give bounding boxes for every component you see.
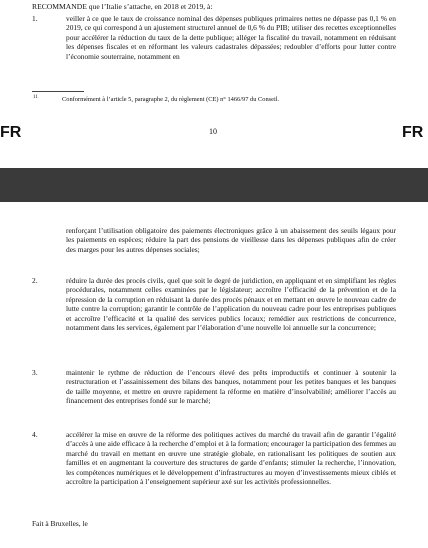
language-code-right: FR <box>402 124 424 141</box>
item-text-3: maintenir le rythme de réduction de l’encours élevé des prêts improductifs et continuer à soutenir la restructuration et l’assainissement des bilans des banques, notamment pour les petites banques et les banques de taille moyenne, et mettre en œuvre rapidement la réforme en matière d’insolvabilité; améliorer l’accès au financement des entreprises fondé sur le marché; <box>66 368 396 406</box>
page-break-band <box>0 168 428 202</box>
footnote-text: Conformément à l’article 5, paragraphe 2, du règlement (CE) n° 1466/97 du Conseil. <box>62 96 280 103</box>
recommendation-heading: RECOMMANDE que l’Italie s’attache, en 2018 et 2019, à: <box>32 2 213 11</box>
page-top <box>0 0 428 168</box>
footnote-number: 11 <box>33 95 38 100</box>
item-number-4: 4. <box>32 430 38 439</box>
item-number-3: 3. <box>32 368 38 377</box>
item-text-1-continued: renforçant l’utilisation obligatoire des paiements électroniques grâce à un abaissement des seuils légaux pour les paiements en espèces; réduire la part des pensions de vieillesse dans les dépenses publiques afin de créer des marges pour les autres dépenses sociales; <box>66 226 396 254</box>
item-number-2: 2. <box>32 276 38 285</box>
item-number-1: 1. <box>32 14 38 23</box>
footnote-separator <box>32 91 84 92</box>
page-bottom <box>0 202 428 548</box>
item-text-2: réduire la durée des procès civils, quel que soit le degré de juridiction, en appliquant et en simplifiant les règles procédurales, notamment celles examinées par le législateur; accroître l’efficacité de la prévention et de la répression de la corruption en réduisant la durée des procès pénaux et en mettant en œuvre le nouveau cadre de lutte contre la corruption; garantir le contrôle de l’application du nouveau cadre pour les entreprises publiques et accroître l’efficacité et la qualité des services publics locaux; remédier aux restrictions de concurrence, notamment dans les services, également par l’élaboration d’une nouvelle loi annuelle sur la concurrence; <box>66 276 396 333</box>
item-text-4: accélérer la mise en œuvre de la réforme des politiques actives du marché du travail afin de garantir l’égalité d’accès à une aide efficace à la recherche d’emploi et à la formation; encourager la participation des femmes au marché du travail en mettant en œuvre une stratégie globale, en rationalisant les politiques de soutien aux familles et en augmentant la couverture des structures de garde d’enfants; stimuler la recherche, l’innovation, les compétences numériques et le développement d’infrastructures au moyen d’investissements mieux ciblés et accroître la participation à l’enseignement supérieur axé sur les activités professionnelles. <box>66 430 396 487</box>
closing-line: Fait à Bruxelles, le <box>32 519 88 528</box>
language-code-left: FR <box>0 124 22 141</box>
item-text-1: veiller à ce que le taux de croissance nominal des dépenses publiques primaires nettes ne dépasse pas 0,1 % en 2019, ce qui correspond à un ajustement structurel annuel de 0,6 % du PIB; utiliser des recettes exceptionnelles pour accélérer la réduction du taux de la dette publique; alléger la fiscalité du travail, notamment en réduisant les dépenses fiscales et en réformant les valeurs cadastrales dépassées; redoubler d’efforts pour lutter contre l’économie souterraine, notamment en <box>66 14 396 61</box>
page-number: 10 <box>209 127 217 136</box>
